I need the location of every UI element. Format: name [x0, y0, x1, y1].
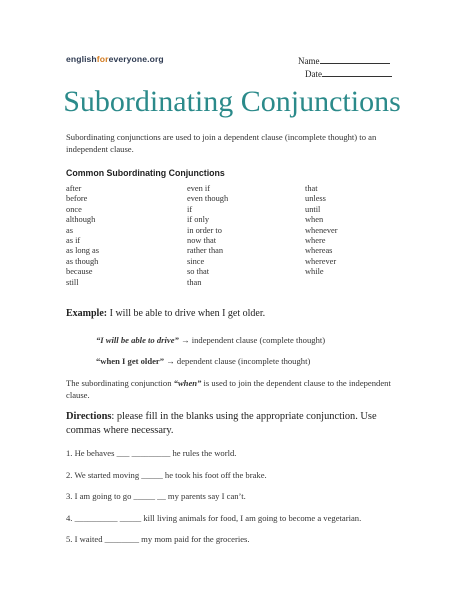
common-conjunctions-heading: Common Subordinating Conjunctions — [66, 168, 225, 178]
conjunction-item: that — [305, 184, 318, 193]
independent-clause-quote: “I will be able to drive” — [96, 335, 179, 345]
conjunction-item: where — [305, 236, 326, 246]
conjunction-item: now that — [187, 236, 217, 246]
logo-accent: for — [96, 54, 109, 64]
name-date-fields — [298, 54, 392, 80]
dependent-clause-quote: “when I get older” — [96, 356, 165, 366]
conjunction-item: if only — [187, 215, 210, 225]
conjunction-item: since — [187, 256, 205, 266]
site-logo — [66, 54, 164, 64]
directions — [66, 410, 406, 438]
exercise-item[interactable]: 2. We started moving _____ he took his foot off the brake. — [66, 470, 267, 480]
conjunction-item: than — [187, 277, 202, 287]
explanation-after: is used to join the dependent clause to the independent clause. — [66, 378, 391, 400]
page-title: Subordinating Conjunctions — [63, 85, 401, 118]
example-text: I will be able to drive when I get older. — [107, 308, 266, 319]
logo-prefix: english — [66, 54, 97, 64]
example-label: Example: — [66, 308, 108, 319]
conjunction-item: even though — [187, 194, 229, 204]
name-label: Name — [298, 56, 320, 66]
explanation-paragraph — [66, 377, 401, 401]
conjunction-item: as — [66, 225, 73, 235]
explanation-quote: “when” — [173, 378, 202, 388]
conjunction-item: so that — [187, 267, 210, 277]
conjunction-item: if — [187, 204, 193, 214]
conjunction-column-3 — [305, 184, 338, 278]
conjunction-item: as long as — [66, 246, 100, 256]
conjunction-item: because — [66, 267, 93, 277]
exercise-item[interactable]: 1. He behaves ___ _________ he rules the world. — [66, 448, 237, 458]
date-label: Date — [305, 69, 322, 79]
example-dependent-clause — [96, 356, 310, 366]
conjunction-item: until — [305, 204, 321, 214]
exercise-item[interactable]: 3. I am going to go _____ __ my parents say I can’t. — [66, 491, 246, 501]
dependent-clause-note: → dependent clause (incomplete thought) — [164, 356, 311, 366]
example-sentence — [66, 308, 265, 319]
conjunction-item: still — [66, 277, 79, 287]
conjunction-item: unless — [305, 194, 326, 204]
conjunction-column-2 — [187, 184, 228, 288]
conjunction-item: once — [66, 204, 82, 214]
conjunction-item: as though — [66, 256, 99, 266]
conjunction-item: rather than — [187, 246, 224, 256]
date-blank[interactable] — [322, 67, 392, 77]
exercise-item[interactable]: 5. I waited ________ my mom paid for the groceries. — [66, 534, 250, 544]
directions-label: Directions — [66, 411, 112, 422]
conjunction-item: while — [305, 267, 324, 277]
example-independent-clause — [96, 335, 325, 345]
name-blank[interactable] — [320, 54, 390, 64]
conjunction-item: before — [66, 194, 88, 204]
explanation-before: The subordinating conjunction — [66, 378, 174, 388]
date-row — [298, 67, 392, 80]
conjunction-item: when — [305, 215, 324, 225]
conjunction-item: wherever — [305, 256, 337, 266]
directions-text: : please fill in the blanks using the appropriate conjunction. Use commas where necessary. — [66, 411, 377, 436]
conjunction-item: whenever — [305, 225, 338, 235]
conjunction-column-1 — [66, 184, 99, 288]
conjunction-item: although — [66, 215, 96, 225]
name-row — [298, 54, 392, 67]
exercise-item[interactable]: 4. __________ _____ kill living animals for food, I am going to become a vegetarian. — [66, 513, 362, 523]
independent-clause-note: → independent clause (complete thought) — [178, 335, 326, 345]
conjunction-item: in order to — [187, 225, 222, 235]
conjunction-item: after — [66, 184, 82, 193]
intro-paragraph: Subordinating conjunctions are used to join a dependent clause (incomplete thought) to an independent clause. — [66, 132, 377, 154]
conjunction-item: as if — [66, 236, 81, 246]
conjunction-item: even if — [187, 184, 211, 193]
conjunction-item: whereas — [305, 246, 333, 256]
logo-suffix: everyone.org — [108, 54, 164, 64]
